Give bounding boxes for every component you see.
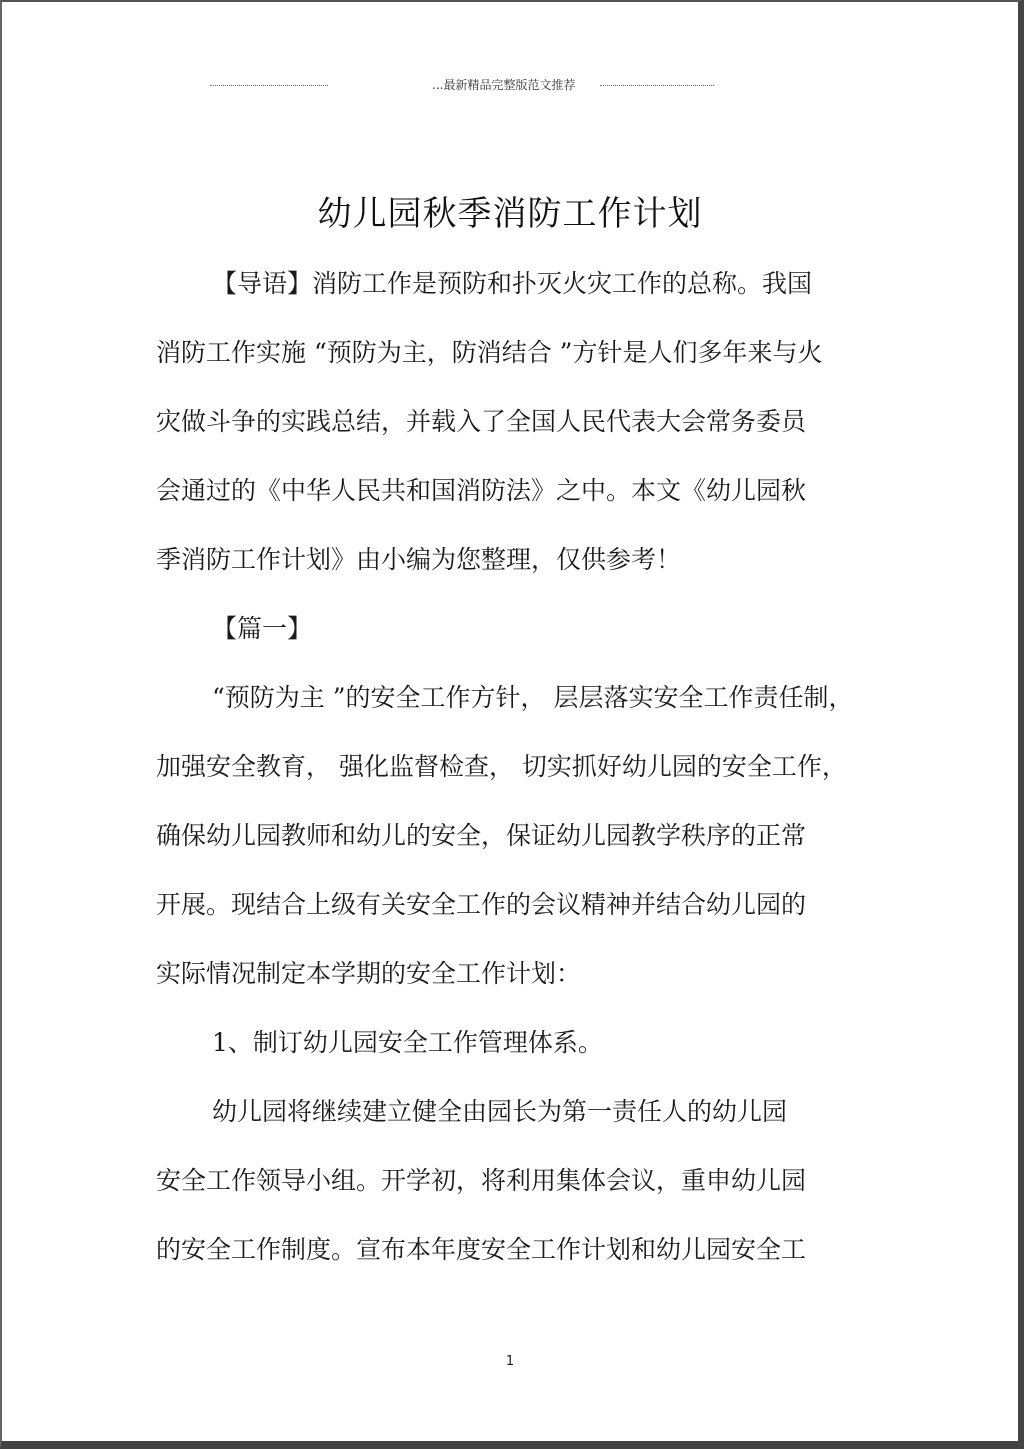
page-header bbox=[2, 76, 1018, 94]
paragraph-line: 安全工作领导小组。开学初，将利用集体会议，重申幼儿园 bbox=[156, 1166, 807, 1195]
header-rule-right bbox=[600, 85, 714, 86]
paragraph-line: 消防工作实施 “预防为主，防消结合 ”方针是人们多年来与火 bbox=[156, 338, 823, 367]
section-heading: 【篇一】 bbox=[212, 614, 313, 643]
header-text: ...最新精品完整版范文推荐 bbox=[432, 78, 576, 92]
paragraph-line: 幼儿园将继续建立健全由园长为第一责任人的幼儿园 bbox=[212, 1097, 788, 1126]
document-title: 幼儿园秋季消防工作计划 bbox=[317, 194, 703, 234]
paragraph-line: “预防为主 ”的安全工作方针， 层层落实安全工作责任制， bbox=[212, 683, 854, 712]
paragraph-line: 灾做斗争的实践总结，并载入了全国人民代表大会常务委员 bbox=[156, 407, 807, 436]
page-number: 1 bbox=[505, 1354, 515, 1369]
paragraph-line: 会通过的《中华人民共和国消防法》之中。本文《幼儿园秋 bbox=[156, 476, 807, 505]
paragraph-line: 【导语】消防工作是预防和扑灭火灾工作的总称。我国 bbox=[212, 269, 813, 298]
numbered-heading: 1、制订幼儿园安全工作管理体系。 bbox=[212, 1028, 603, 1057]
paragraph-line: 开展。现结合上级有关安全工作的会议精神并结合幼儿园的 bbox=[156, 890, 807, 919]
header-rule-left bbox=[210, 85, 328, 86]
paragraph-line: 的安全工作制度。宣布本年度安全工作计划和幼儿园安全工 bbox=[156, 1235, 807, 1264]
paragraph-line: 加强安全教育， 强化监督检查， 切实抓好幼儿园的安全工作， bbox=[156, 752, 847, 781]
paragraph-line: 季消防工作计划》由小编为您整理，仅供参考！ bbox=[156, 545, 682, 574]
paragraph-line: 确保幼儿园教师和幼儿的安全，保证幼儿园教学秩序的正常 bbox=[156, 821, 807, 850]
paragraph-line: 实际情况制定本学期的安全工作计划： bbox=[156, 959, 582, 988]
